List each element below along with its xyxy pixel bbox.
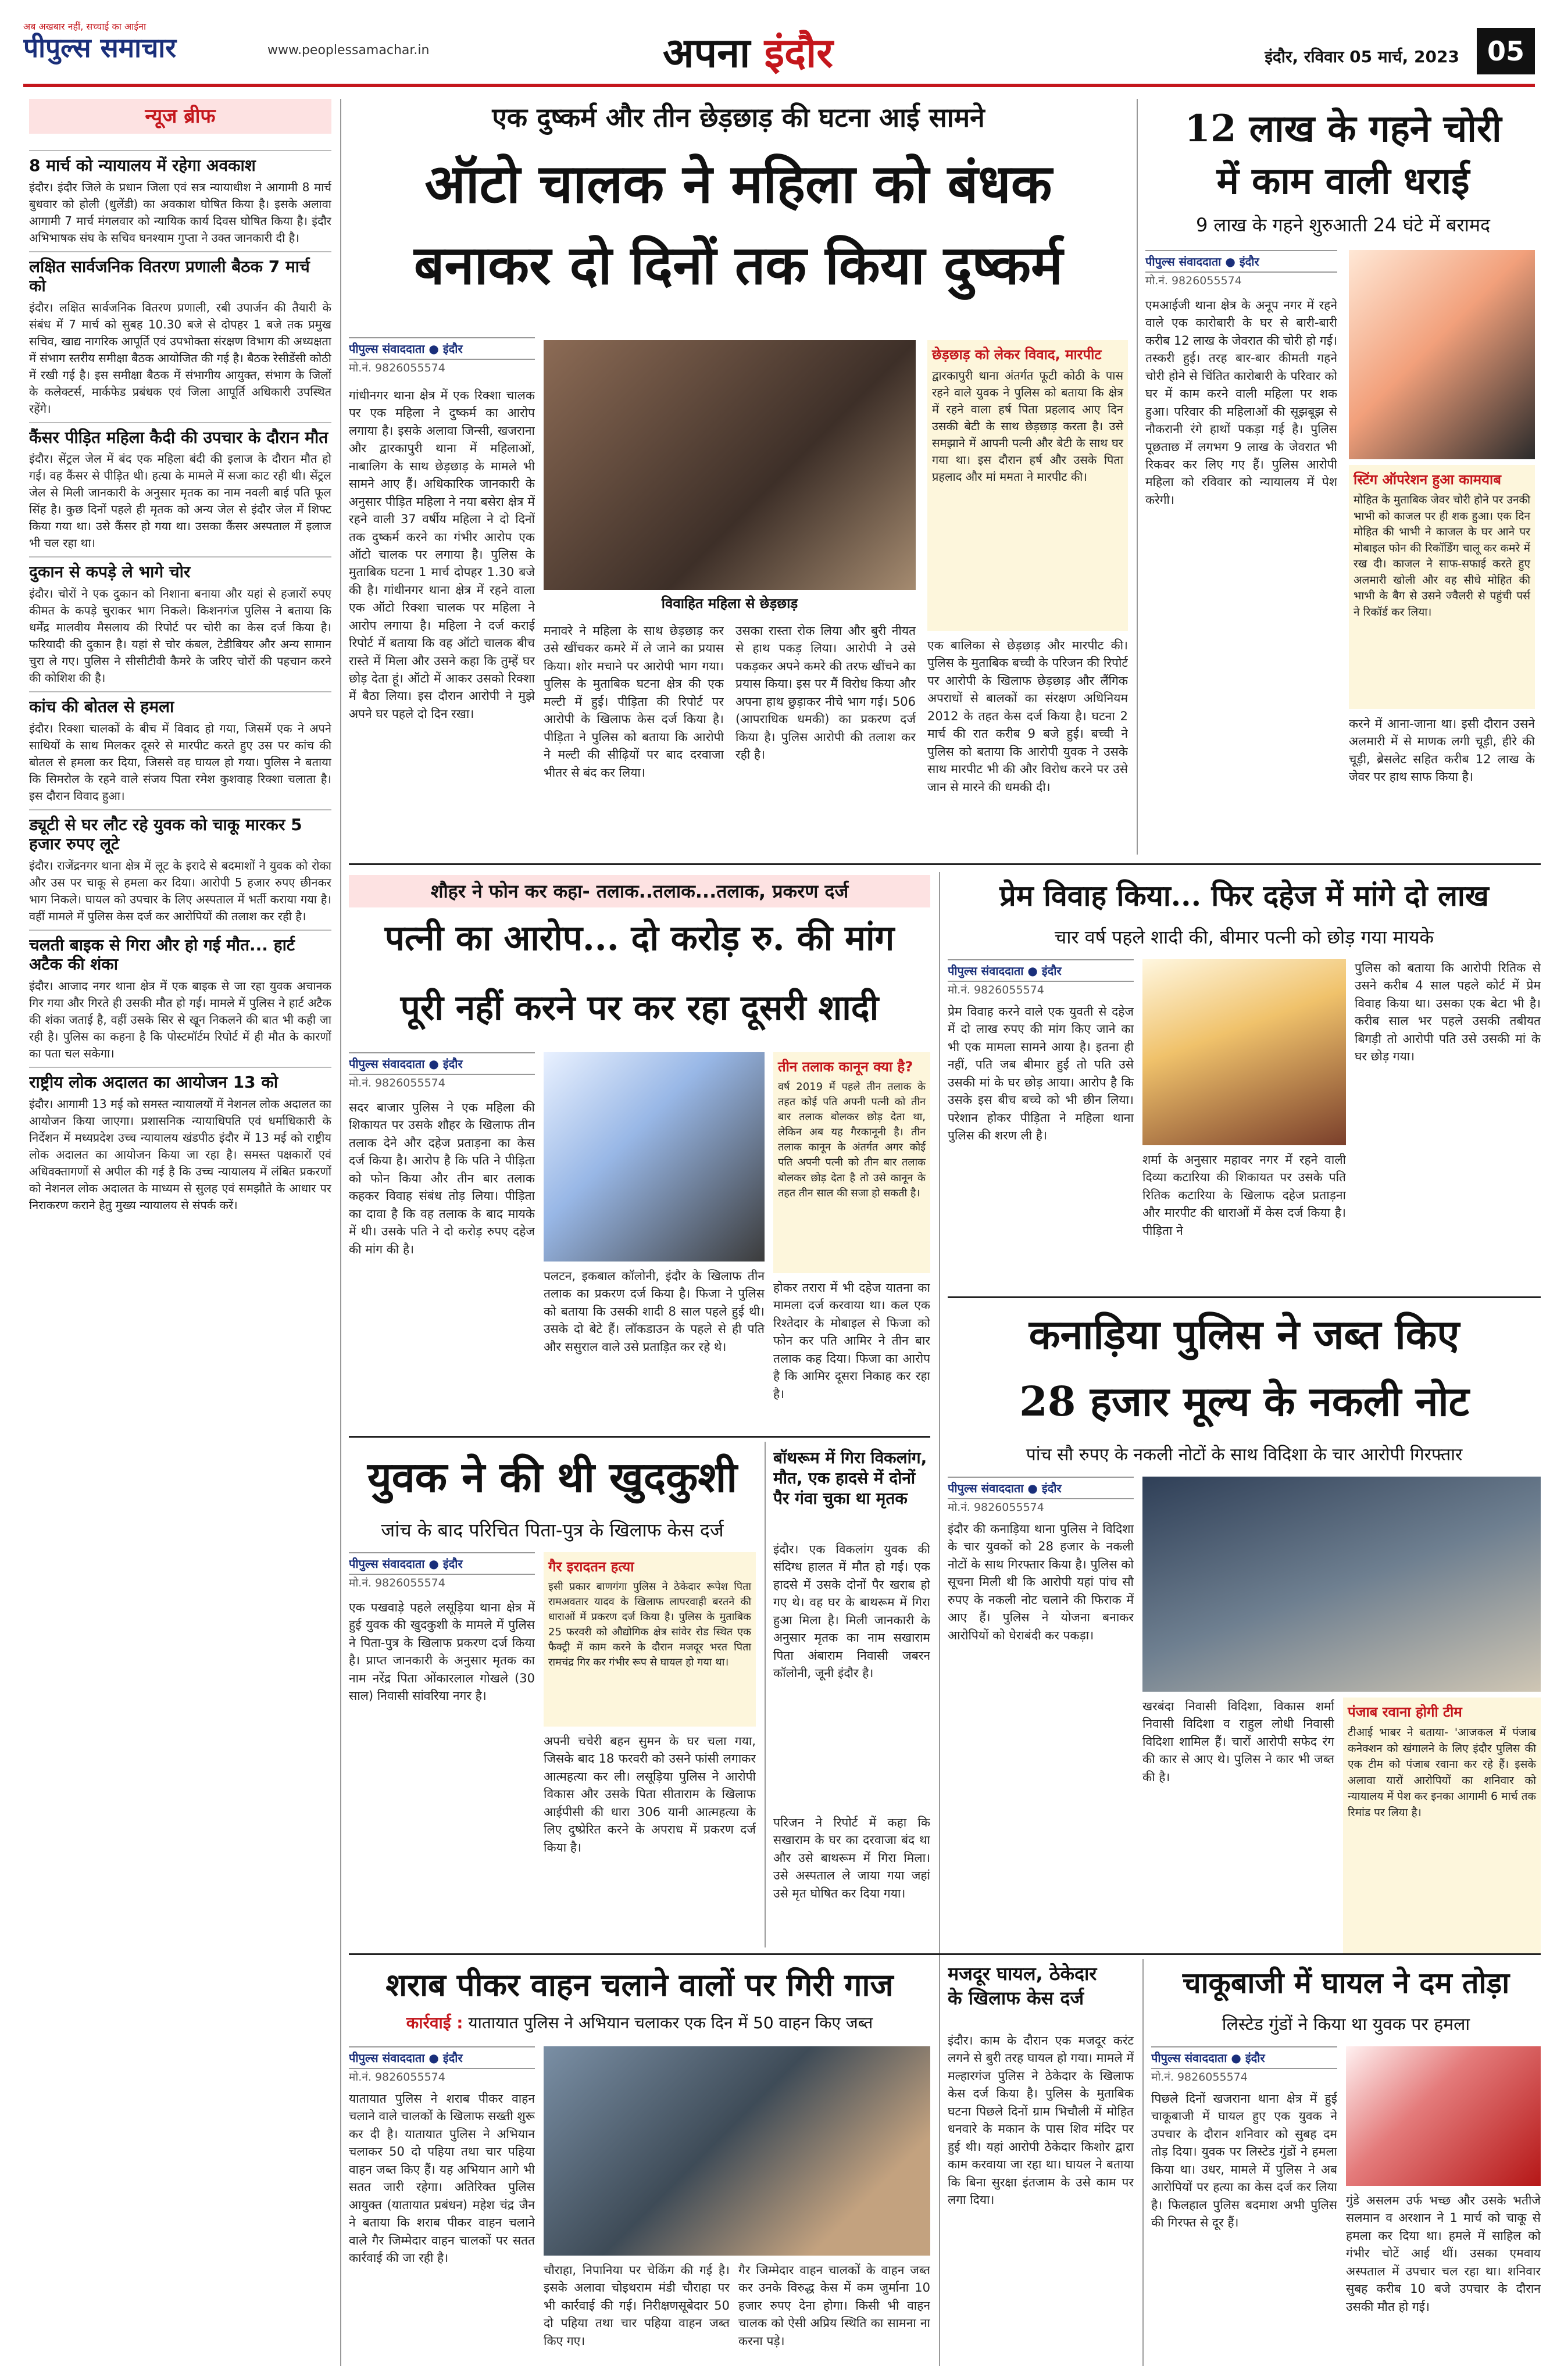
talaq-kicker: शौहर ने फोन कर कहा- तलाक..तलाक...तलाक, प्रकरण दर्ज [349,875,930,907]
drunk-checking-photo [544,2046,930,2256]
page-number: 05 [1477,28,1535,74]
brief-body: इंदौर। इंदौर जिले के प्रधान जिला एवं सत्र न्यायाधीश ने आगामी 8 मार्च बुधवार को होली (धुलेंडी) का अवकाश घोषित किया है। इसके अलावा आगामी 7 मार्च मंगलवार को न्यायिक कार्य दिवस घोषित किया है। इंदौर अभिभाषक संघ के सचिव घनश्याम गुप्ता ने उक्त जानकारी दी है। [29,180,331,245]
mobile-number: मो.नं. 9826055574 [349,1077,445,1089]
sidebar-text: द्वारकापुरी थाना अंतर्गत फूटी कोठी के पास रहने वाले युवक ने पुलिस को बताया कि क्षेत्र में रहने वाला हर्ष पिता प्रहलाद आए दिन उसकी बेटी के साथ छेड़छाड़ करता है। उसे समझाने में आपनी पत्नी और बेटी के साथ घर गया था। इस दौरान हर्ष और उसके पिता प्रहलाद और मां ममता ने मारपीट की। [932,369,1123,484]
drunk-body-col1: यातायात पुलिस ने शराब पीकर वाहन चलाने वाले चालकों के खिलाफ सख्ती शुरू कर दी है। यातायात पुलिस ने अभियान चलाकर 50 दो पहिया तथा चार पहिया वाहन जब्त किए हैं। यह अभियान आगे भी सतत जारी रहेगा। अतिरिक्त पुलिस आयुक्त (यातायात प्रबंधन) महेश चंद्र जैन ने बताया कि शराब पीकर वाहन चलाने वाले गैर जिम्मेदार वाहन चालकों पर सतत कार्रवाई की जा रही है। [349,2092,535,2265]
stab-body-col2: गुंडे असलम उर्फ भच्छ और उसके भतीजे सलमान व अरशान ने 1 मार्च को चाकू से हमला कर दिया था। हमले में साहिल को गंभीर चोटें आई थीं। उसका एमवाय अस्पताल में उपचार चल रहा था। शनिवार सुबह करीब 10 बजे उपचार के दौरान उसकी मौत हो गई। [1346,2193,1541,2314]
column-divider [1137,99,1138,855]
love-body-col1: प्रेम विवाह करने वाले एक युवती से दहेज में दो लाख रुपए की मांग किए जाने का भी एक मामला सामने आया है। इतना ही नहीं, पति जब बीमार हुई तो पति उसे उसकी मां के घर छोड़ आया। आरोप है कि उसके इस बीच बच्चे को भी छीन लिया। परेशान होकर पीड़िता ने महिला थाना पुलिस की शरण ली है। [948,1005,1134,1143]
worker-headline-line2: के खिलाफ केस दर्ज [948,1986,1084,2009]
suicide-subhead: जांच के बाद परिचित पिता-पुत्र के खिलाफ केस दर्ज [381,1519,724,1541]
bathroom-body-col2: परिजन ने रिपोर्ट में कहा कि सखाराम के घर का दरवाजा बंद था और उसे बाथरूम में गिरा मिला। उसे अस्पताल ले जाया गया जहां उसे मृत घोषित कर दिया गया। [773,1816,930,1900]
jewelry-headline-line2: में काम वाली धराई [1216,159,1470,203]
sidebar-text: इसी प्रकार बाणगंगा पुलिस ने ठेकेदार रूपेश पिता रामअवतार यादव के खिलाफ लापरवाही बरतने की धाराओं में प्रकरण दर्ज किया है। पुलिस के मुताबिक 25 फरवरी को औद्योगिक क्षेत्र सांवेर रोड स्थित एक फैक्ट्री में काम करने के दौरान मजदूर भरत पिता रामचंद्र गिर कर गंभीर रूप से घायल हो गया था। [548,1581,751,1669]
lead-sidebar [927,340,1128,631]
brand-tagline: अब अखबार नहीं, सच्चाई का आईना [23,21,147,32]
byline: पीपुल्स संवाददाता ● इंदौर [1151,2046,1337,2069]
love-illustration [1142,959,1346,1145]
byline: पीपुल्स संवाददाता ● इंदौर [349,1052,535,1075]
box-heading: स्टिंग ऑपरेशन हुआ कामयाब [1354,471,1501,488]
section-divider [349,1436,930,1438]
worker-headline-line1: मजदूर घायल, ठेकेदार [948,1963,1097,1985]
lead-body-col1: गांधीनगर थाना क्षेत्र में एक रिक्शा चालक पर एक महिला ने दुष्कर्म का आरोप लगाया है। इसके अलावा जिन्सी, खजराना और द्वारकापुरी थाना में महिलाओं, नाबालिग के साथ छेड़छाड़ के मामले भी सामने आए हैं। अधिकारिक जानकारी के अनुसार पीड़ित महिला ने नया बसेरा क्षेत्र में रहने वाली 37 वर्षीय महिला ने दो दिनों तक दुष्कर्म करने का गंभीर आरोप एक ऑटो चालक पर लगाया है। पुलिस के मुताबिक घटना 1 मार्च दोपहर 1.30 बजे की है। गांधीनगर थाना क्षेत्र में रहने वाला एक ऑटो रिक्शा चालक पर महिला ने आरोप लगाया है। महिला ने दर्ज कराई रिपोर्ट में बताया कि वह ऑटो चालक बीच रास्ते में मिला और उसने कहा कि तुम्हें घर छोड़ देता हूं। ऑटो में आकर उसको रिक्शा में बैठा लिया। इस दौरान आरोपी ने मुझे अपने घर पहले दो दिन रखा। [349,388,535,721]
notes-accused-photo [1142,1477,1541,1692]
brief-headline: कांच की बोतल से हमला [29,691,331,717]
mobile-number: मो.नं. 9826055574 [948,984,1044,996]
sidebar-heading: छेड़छाड़ को लेकर विवाद, मारपीट [932,346,1102,363]
masthead [23,17,1535,87]
lead-body-col2: मनावरे ने महिला के साथ छेड़छाड़ कर उसे खींचकर कमरे में ले जाने का प्रयास किया। शोर मचाने पर आरोपी भाग गया। पुलिस के मुताबिक घटना क्षेत्र की एक मल्टी में हुई। पीड़िता की रिपोर्ट पर आरोपी के खिलाफ केस दर्ज किया है। पीड़िता ने पुलिस को बताया कि आरोपी ने मल्टी की सीढ़ियों पर बाद दरवाजा भीतर से बंद कर लिया। [544,624,724,780]
jewelry-body-col2: करने में आना-जाना था। इसी दौरान उसने अलमारी में से माणक लगी चूड़ी, हीरे की चूड़ी, ब्रेसलेट सहित करीब 12 लाख के जेवर पर हाथ साफ किया है। [1349,717,1535,784]
suicide-sidebar [544,1552,756,1727]
love-byline-block [948,959,1134,1000]
brief-body: इंदौर। आगामी 13 मई को समस्त न्यायालयों में नेशनल लोक अदालत का आयोजन किया जाएगा। प्रशासनिक न्यायाधिपति एवं धर्माधिकारी के निर्देशन में मध्यप्रदेश उच्च न्यायालय खंडपीठ इंदौर में 13 मई को राष्ट्रीय लोक अदालत का आयोजन किया जा रहा है। समस्त पक्षकारों एवं अधिवक्तागणों से अपील की गई है कि उच्च न्यायालय में लंबित प्रकरणों को नेशनल लोक अदालत के माध्यम से सुलह एवं समझौते के आधार पर निराकरण कराने हेतु मुख्य न्यायालय से संपर्क करें। [29,1096,331,1212]
drunk-body-col2: चौराहा, निपानिया पर चेकिंग की गई है। इसके अलावा चोइथराम मंडी चौराहा पर भी कार्रवाई की गई। निरीक्षणसूबेदार 50 दो पहिया तथा चार पहिया वाहन जब्त किए गए। [544,2263,730,2348]
lead-byline-block [349,337,535,384]
brief-body: इंदौर। राजेंद्रनगर थाना क्षेत्र में लूट के इरादे से बदमाशों ने युवक को रोका और उस पर चाकू से हमला कर दिया। आरोपी 5 हजार रुपए छीनकर भाग निकले। घायल को उपचार के लिए अस्पताल में भर्ती कराया गया है। वहीं मामले में पुलिस केस दर्ज कर आरोपियों की तलाश कर रही है। [29,858,331,923]
love-subhead: चार वर्ष पहले शादी की, बीमार पत्नी को छोड़ गया मायके [1054,926,1434,948]
brief-headline: ड्यूटी से घर लौट रहे युवक को चाकू मारकर 5 हजार रुपए लूटे [29,809,331,854]
news-brief-column [29,145,331,2366]
mobile-number: मो.नं. 9826055574 [948,1501,1044,1514]
suicide-byline-block [349,1552,535,1593]
love-body-col2: शर्मा के अनुसार महावर नगर में रहने वाली दिव्या कटारिया की शिकायत पर उसके पति रितिक कटारिया के खिलाफ दहेज प्रताड़ना और मारपीट की धाराओं में केस दर्ज किया है। पीड़िता ने [1142,1153,1346,1238]
sidebar-heading: गैर इरादतन हत्या [548,1559,634,1575]
suicide-body-col2: अपनी चचेरी बहन सुमन के घर चला गया, जिसके बाद 18 फरवरी को उसने फांसी लगाकर आत्महत्या कर ली। लसूड़िया पुलिस ने आरोपी विकास और उसके पिता सीताराम के खिलाफ आईपीसी की धारा 306 यानी आत्महत्या के लिए दुष्प्रेरित करने के अपराध में प्रकरण दर्ज किया है। [544,1734,756,1854]
sidebar-heading: तीन तलाक कानून क्या है? [778,1059,913,1075]
drunk-body-col3: गैर जिम्मेदार वाहन चालकों के वाहन जब्त कर उनके विरुद्ध केस में कम जुर्माना 10 हजार रुपए देना होगा। किसी भी वाहन चालक को ऐसी अप्रिय स्थिति का सामना ना करना पड़े। [738,2263,930,2348]
lead-headline-line1: ऑटो चालक ने महिला को बंधक [424,152,1052,215]
lead-body-col4: एक बालिका से छेड़छाड़ और मारपीट की। पुलिस के मुताबिक बच्ची के परिजन की रिपोर्ट पर आरोपी के खिलाफ छेड़छाड़ और लैंगिक अपराधों से बालकों का संरक्षण अधिनियम 2012 के तहत केस दर्ज किया है। घटना 2 मार्च की रात करीब 9 बजे हुई। बच्ची ने पुलिस को बताया कि आरोपी युवक ने उसके साथ मारपीट भी की और विरोध करने पर उसे जान से मारने की धमकी दी। [927,638,1128,794]
byline: पीपुल्स संवाददाता ● इंदौर [948,1477,1134,1499]
worker-headline [948,1962,1134,2026]
brief-title: न्यूज ब्रीफ [29,99,331,134]
jewelry-theft-illustration [1349,250,1535,459]
stab-byline-block [1151,2046,1337,2087]
action-label: कार्रवाई : [406,2013,463,2032]
section-prefix: अपना [663,28,765,77]
brief-body: इंदौर। चोरों ने एक दुकान को निशाना बनाया और यहां से हजारों रुपए कीमत के कपड़े चुराकर भाग निकले। किशनगंज पुलिस ने बताया कि धर्मेंद्र मालवीय मैसलाय की रिपोर्ट पर चोरी का केस दर्ज किया है। फरियादी की दुकान है। यहां से चोर कंबल, टेडीबियर और अन्य सामान चुरा ले गए। पुलिस ने सीसीटीवी कैमरे के जरिए चोरों की पहचान करने की कोशिश की है। [29,586,331,685]
lead-kicker: एक दुष्कर्म और तीन छेड़छाड़ की घटना आई सामने [492,102,985,133]
talaq-illustration [544,1052,765,1262]
box-text: मोहित के मुताबिक जेवर चोरी होने पर उनकी भाभी को काजल पर ही शक हुआ। एक दिन मोहित की भाभी ने काजल के घर आने पर मोबाइल फोन की रिकॉर्डिंग चालू कर कमरे में रख दी। काजल ने साफ-सफाई करते हुए अलमारी खोली और वह सीधे मोहित की भाभी के बैग से उसने ज्वैलरी से पहुंची पर्स ने रिकॉर्ड कर लिया। [1354,494,1530,619]
byline: पीपुल्स संवाददाता ● इंदौर [349,1552,535,1575]
jewelry-subhead: 9 लाख के गहने शुरुआती 24 घंटे में बरामद [1195,214,1491,236]
mobile-number: मो.नं. 9826055574 [1145,274,1242,287]
notes-box [1343,1698,1541,1953]
brief-body: इंदौर। सेंट्रल जेल में बंद एक महिला बंदी की इलाज के दौरान मौत हो गई। वह कैंसर से पीड़ित थी। हत्या के मामले में सजा काट रही थी। सेंट्रल जेल से मिली जानकारी के अनुसार मृतक का नाम नवली बाई पति फूल सिंह है। कुछ दिनों पहले ही मृतक को अन्य जेल से इंदौर जेल में शिफ्ट किया गया था। उसे कैंसर हो गया था। उसका कैंसर अस्पताल में इलाज भी चल रहा था। [29,452,331,551]
talaq-headline-line2: पूरी नहीं करने पर कर रहा दूसरी शादी [400,988,879,1028]
stab-headline: चाकूबाजी में घायल ने दम तोड़ा [1182,1966,1510,2000]
section-title [663,23,833,79]
lead-photo [544,340,916,590]
box-heading: पंजाब रवाना होगी टीम [1348,1704,1462,1720]
column-divider [340,99,341,2366]
dateline: इंदौर, रविवार 05 मार्च, 2023 [1265,47,1459,66]
lead-body-col3: उसका रास्ता रोक लिया और बुरी नीयत से हाथ पकड़ लिया। आरोपी ने उसे पकड़कर अपने कमरे की तरफ खींचने का प्रयास किया। इस पर मैं विरोध किया और अपना हाथ छुड़ाकर नीचे भाग गई। 506 (आपराधिक धमकी) का प्रकरण दर्ज किया है। पुलिस आरोपी की तलाश कर रही है। [735,624,916,762]
stab-body-col1: पिछले दिनों खजराना थाना क्षेत्र में हुई चाकूबाजी में घायल हुए एक युवक ने उपचार के दौरान शनिवार को सुबह दम तोड़ दिया। युवक पर लिस्टेड गुंडों ने हमला किया था। उधर, मामले में पुलिस ने अब आरोपियों पर हत्या का केस दर्ज कर लिया है। फिलहाल पुलिस बदमाश अभी पुलिस की गिरफ्त से दूर हैं। [1151,2092,1337,2230]
brief-body: इंदौर। लक्षित सार्वजनिक वितरण प्रणाली, रबी उपार्जन की तैयारी के संबंध में 7 मार्च को सुबह 10.30 बजे से दोपहर 1 बजे तक प्रमुख सचिव, खाद्य नागरिक आपूर्ति एवं उपभोक्ता संरक्षण विभाग की अध्यक्षता में संभाग स्तरीय समीक्षा बैठक आयोजित की गई है। बैठक रेसीडेंसी कोठी में रखी गई है। इस समीक्षा बैठक में संभागीय आयुक्त, संभाग के जिलों के कलेक्टर्स, मार्कफेड प्रबंधक एवं जिला आपूर्ति अधिकारी उपस्थित रहेंगे। [29,300,331,416]
section-divider [349,863,1541,865]
bathroom-headline: बॉथरूम में गिरा विकलांग, मौत, एक हादसे में दोनों पैर गंवा चुका था मृतक [773,1448,927,1508]
lead-photo-caption: विवाहित महिला से छेड़छाड़ [544,590,916,617]
sidebar-text: वर्ष 2019 में पहले तीन तलाक के तहत कोई पति अपनी पत्नी को तीन बार तलाक बोलकर छोड़ देता था, लेकिन अब यह गैरकानूनी है। तीन तलाक कानून के अंतर्गत अगर कोई पति अपनी पत्नी को तीन बार तलाक बोलकर छोड़ देता है तो उसे कानून के तहत तीन साल की सजा हो सकती है। [778,1081,926,1199]
notes-headline-line2: 28 हजार मूल्य के नकली नोट [1019,1377,1469,1425]
brief-body: इंदौर। रिक्शा चालकों के बीच में विवाद हो गया, जिसमें एक ने अपने साथियों के साथ मिलकर दूसरे से मारपीट करते हुए उस पर कांच की बोतल से हमला कर दिया, जिससे वह घायल हो गया। पुलिस ने बताया कि सिमरोल के रहने वाले संजय पिता रमेश कुशवाह रिक्शा चलाता है। इस दौरान विवाद हुआ। [29,721,331,803]
stab-subhead: लिस्टेड गुंडों ने किया था युवक पर हमला [1222,2014,1470,2035]
brief-body: इंदौर। आजाद नगर थाना क्षेत्र में एक बाइक से जा रहा युवक अचानक गिर गया और गिरते ही उसकी मौत हो गई। मामले में पुलिस ने हार्ट अटैक की शंका जताई है, वहीं उसके सिर से खून निकलने की बात भी कही जा रही है। पुलिस का कहना है कि पोस्टमॉर्टम रिपोर्ट में ही मौत के कारणों का पता चल सकेगा। [29,978,331,1060]
bathroom-body-col1: इंदौर। एक विकलांग युवक की संदिग्ध हालत में मौत हो गई। एक हादसे में उसके दोनों पैर खराब हो गए थे। वह घर के बाथरूम में गिरा हुआ मिला है। मिली जानकारी के अनुसार मृतक का नाम सखाराम पिता अंबाराम निवासी जबरन कॉलोनी, जूनी इंदौर है। [773,1542,930,1681]
column-divider [1142,1959,1144,2366]
brief-headline: दुकान से कपड़े ले भागे चोर [29,556,331,582]
byline: पीपुल्स संवाददाता ● इंदौर [948,959,1134,982]
brief-headline: कैंसर पीड़ित महिला कैदी की उपचार के दौरान मौत [29,422,331,448]
section-city: इंदौर [764,28,833,77]
love-body-col3: पुलिस को बताया कि आरोपी रितिक से उसने करीब 4 साल पहले कोर्ट में प्रेम विवाह किया था। उसका एक बेटा भी है। करीब साल भर पहले उसकी तबीयत बिगड़ी तो आरोपी पति उसे उसकी मां के घर छोड़ गया। [1355,961,1541,1064]
brief-headline: चलती बाइक से गिरा और हो गई मौत... हार्ट अटैक की शंका [29,930,331,974]
lead-headline-line2: बनाकर दो दिनों तक किया दुष्कर्म [413,234,1063,296]
talaq-body-col3: होकर तरारा में भी दहेज यातना का मामला दर्ज करवाया था। कल एक रिश्तेदार के मोबाइल से फिजा को फोन कर पति आमिर ने तीन बार तलाक कह दिया। फिजा का आरोप है कि आमिर दूसरा निकाह कर रहा है। [773,1281,930,1401]
brief-headline: राष्ट्रीय लोक अदालत का आयोजन 13 को [29,1067,331,1092]
suicide-headline: युवक ने की थी खुदकुशी [367,1452,737,1502]
section-divider [948,1296,1541,1298]
box-text: टीआई भाबर ने बताया- 'आजकल में पंजाब कनेक्शन को खंगालने के लिए इंदौर पुलिस की एक टीम को पंजाब रवाना कर रहे हैं। इसके अलावा यारों आरोपियों का शनिवार को न्यायालय में पेश कर इनका आगामी 6 मार्च तक रिमांड पर लिया है। [1348,1726,1536,1819]
jewelry-headline-line1: 12 लाख के गहने चोरी [1184,107,1502,151]
byline: पीपुल्स संवाददाता ● इंदौर [1145,250,1337,273]
notes-byline-block [948,1477,1134,1517]
byline: पीपुल्स संवाददाता ● इंदौर [349,2046,535,2069]
column-divider [939,872,940,2366]
knife-illustration [1346,2046,1541,2186]
talaq-byline-block [349,1052,535,1093]
love-headline: प्रेम विवाह किया... फिर दहेज में मांगे दो लाख [999,878,1489,913]
suicide-body-col1: एक पखवाड़े पहले लसूड़िया थाना क्षेत्र में हुई युवक की खुदकुशी के मामले में पुलिस ने पिता-पुत्र के खिलाफ प्रकरण दर्ज किया है। प्राप्त जानकारी के अनुसार मृतक का नाम नरेंद्र पिता ओंकारलाल गोखले (30 साल) निवासी सांवरिया नगर है। [349,1600,535,1703]
jewelry-byline-block [1145,250,1337,291]
brief-headline: 8 मार्च को न्यायालय में रहेगा अवकाश [29,150,331,176]
site-url[interactable]: www.peoplessamachar.in [267,43,430,58]
notes-body-col2: खरबंदा निवासी विदिशा, विकास शर्मा निवासी विदिशा व राहुल लोधी निवासी विदिशा शामिल हैं। चारों आरोपी सफेद रंग की कार से आए थे। पुलिस ने कार भी जब्त की है। [1142,1699,1334,1784]
jewelry-box [1349,465,1535,709]
jewelry-body-col1: एमआईजी थाना क्षेत्र के अनूप नगर में रहने वाले एक कारोबारी के घर से बारी-बारी करीब 12 लाख के जेवरात की चोरी हो गई। तस्करी हुई। तरह बार-बार कीमती गहने चोरी होने से चिंतित कारोबारी के परिवार को घर में काम करने वाली महिला पर शक हुआ। परिवार की महिलाओं की सूझबूझ से नौकरानी रंगे हाथों पकड़ा गई है। पुलिस पूछताछ में लगभग 9 लाख के जेवरात भी रिकवर कर लिए गए हैं। पुलिस आरोपी महिला को रविवार को न्यायालय में पेश करेगी। [1145,298,1337,507]
worker-body-col1: इंदौर। काम के दौरान एक मजदूर करंट लगने से बुरी तरह घायल हो गया। मामले में मल्हारगंज पुलिस ने ठेकेदार के खिलाफ केस दर्ज किया है। पुलिस के मुताबिक घटना पिछले दिनों ग्राम भिचौली में मोहित धनवारे के मकान के पास शिव मंदिर पर हुई थी। यहां आरोपी ठेकेदार किशोर द्वारा काम करवाया जा रहा था। घायल ने बताया कि बिना सुरक्षा इंतजाम के उसे काम पर लगा दिया। [948,2034,1134,2207]
drunk-action-line [349,2011,930,2040]
column-divider [765,1442,766,1947]
action-text: यातायात पुलिस ने अभियान चलाकर एक दिन में 50 वाहन किए जब्त [468,2013,873,2032]
mobile-number: मो.नं. 9826055574 [349,2071,445,2084]
talaq-body-col1: सदर बाजार पुलिस ने एक महिला की शिकायत पर उसके शौहर के खिलाफ तीन तलाक देने और दहेज प्रताड़ना का केस दर्ज किया है। आरोप है कि पति ने पीड़िता को फोन किया और तीन बार तलाक कहकर विवाह संबंध तोड़ लिया। पीड़िता का दावा है कि वह तलाक के बाद मायके में थी। उसके पति ने दो करोड़ रुपए दहेज की मांग की है। [349,1100,535,1256]
byline: पीपुल्स संवाददाता ● इंदौर [349,337,535,360]
notes-headline-line1: कनाड़िया पुलिस ने जब्त किए [1029,1310,1460,1359]
drunk-headline: शराब पीकर वाहन चलाने वालों पर गिरी गाज [385,1966,894,2003]
mobile-number: मो.नं. 9826055574 [1151,2071,1248,2084]
drunk-byline-block [349,2046,535,2087]
talaq-body-col2: पलटन, इकबाल कॉलोनी, इंदौर के खिलाफ तीन तलाक का प्रकरण दर्ज किया है। फिजा ने पुलिस को बताया कि उसकी शादी 8 साल पहले हुई थी। उसके दो बेटे हैं। लॉकडाउन के पहले से ही पति और ससुराल वाले उसे प्रताड़ित कर रहे थे। [544,1269,765,1354]
notes-body-col1: इंदौर की कनाड़िया थाना पुलिस ने विदिशा के चार युवकों को 28 हजार के नकली नोटों के साथ गिरफ्तार किया है। पुलिस को सूचना मिली थी कि आरोपी यहां पांच सौ रुपए के नकली नोट चलाने की फिराक में आए हैं। पुलिस ने योजना बनाकर आरोपियों को घेराबंदी कर पकड़ा। [948,1522,1134,1642]
mobile-number: मो.नं. 9826055574 [349,362,445,374]
brand-logo: पीपुल्स समाचार [23,32,177,63]
talaq-sidebar [773,1052,930,1273]
talaq-headline-line1: पत्नी का आरोप... दो करोड़ रु. की मांग [384,918,895,959]
brief-headline: लक्षित सार्वजनिक वितरण प्रणाली बैठक 7 मार्च को [29,251,331,296]
notes-subhead: पांच सौ रुपए के नकली नोटों के साथ विदिशा के चार आरोपी गिरफ्तार [1026,1445,1463,1465]
section-divider [349,1953,1541,1955]
mobile-number: मो.नं. 9826055574 [349,1577,445,1589]
